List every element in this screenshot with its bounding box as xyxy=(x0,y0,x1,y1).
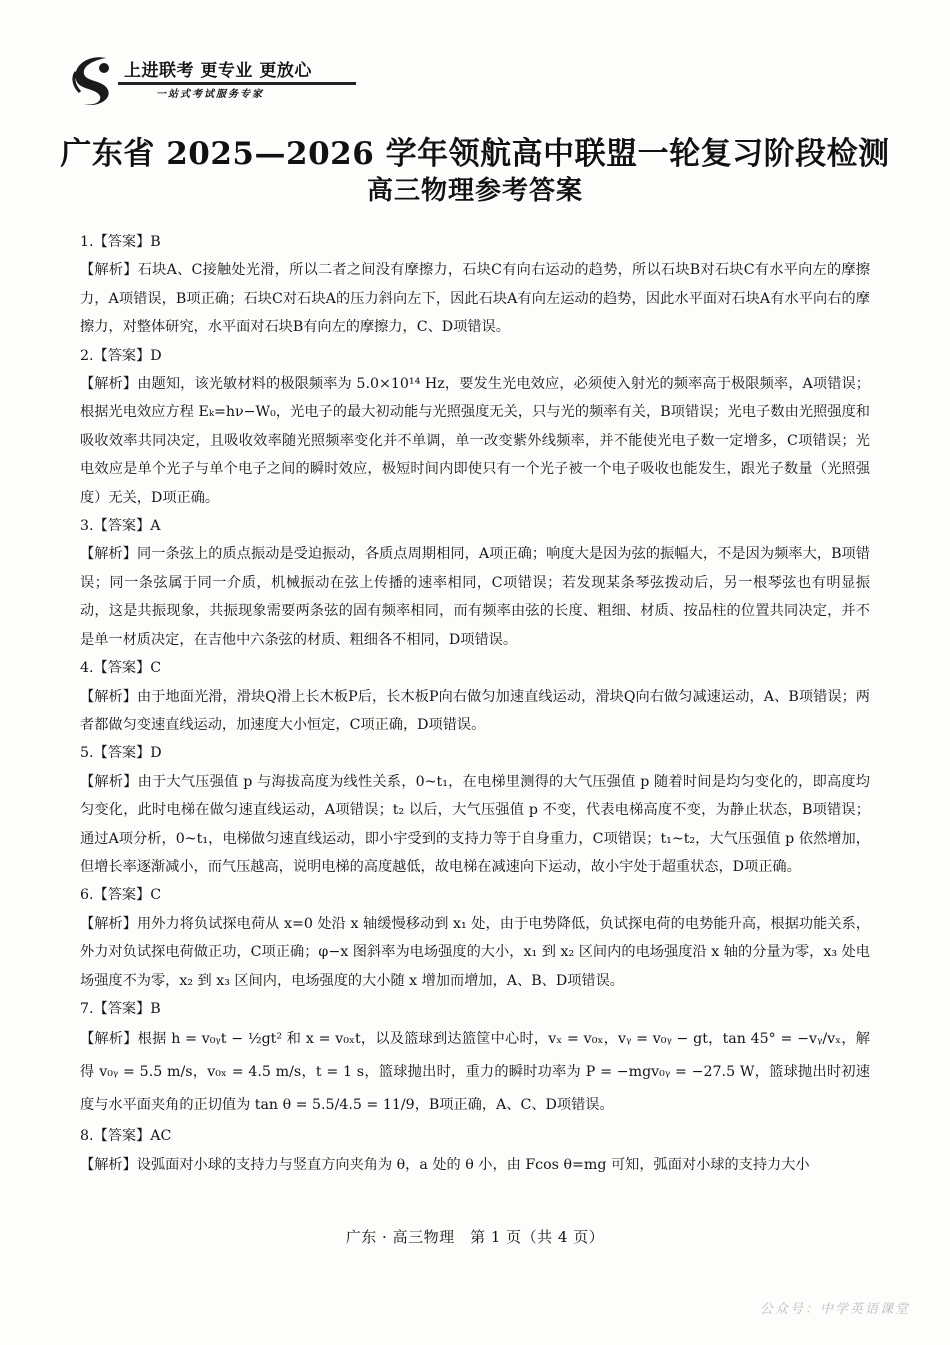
question-analysis: 【解析】由于大气压强值 p 与海拔高度为线性关系，0~t₁，在电梯里测得的大气压强值 p 随着时间是均匀变化的，即高度均匀变化，此时电梯在做匀速直线运动，A项错误；t₂ 以后，大气压强值 p 不变，代表电梯高度不变，为静止状态，B项错误；通过A项分析，0~t₁，电梯做匀速直线运动，即小宇受到的支持力等于自身重力，C项错误；t₁~t₂，大气压强值 p 依然增加，但增长率逐渐减小，而气压越高，说明电梯的高度越低，故电梯在减速向下运动，故小宇处于超重状态，D项正确。 xyxy=(80,773,870,875)
question-block xyxy=(80,228,870,342)
question-analysis: 【解析】由于地面光滑，滑块Q滑上长木板P后，长木板P向右做匀加速直线运动，滑块Q向右做匀减速运动，A、B项错误；两者都做匀变速直线运动，加速度大小恒定，C项正确，D项错误。 xyxy=(80,688,870,733)
question-block xyxy=(80,654,870,739)
document-title: 广东省 2025—2026 学年领航高中联盟一轮复习阶段检测 xyxy=(60,136,890,172)
answer-content xyxy=(80,228,870,1179)
question-answer: 3.【答案】A xyxy=(80,518,161,535)
question-answer: 2.【答案】D xyxy=(80,347,162,364)
page-footer: 广东 · 高三物理 第 1 页（共 4 页） xyxy=(345,1228,605,1246)
brand-sub-slogan: 一站式考试服务专家 xyxy=(156,89,264,100)
question-answer: 7.【答案】B xyxy=(80,1000,161,1017)
question-answer: 5.【答案】D xyxy=(80,745,162,762)
question-block xyxy=(80,995,870,1122)
question-analysis: 【解析】设弧面对小球的支持力与竖直方向夹角为 θ，a 处的 θ 小，由 Fcos θ=mg 可知，弧面对小球的支持力大小 xyxy=(80,1156,810,1173)
header-branding xyxy=(66,50,366,110)
question-block xyxy=(80,342,870,512)
question-block xyxy=(80,739,870,881)
question-answer: 4.【答案】C xyxy=(80,660,162,677)
question-block xyxy=(80,881,870,995)
logo-icon xyxy=(66,52,118,106)
question-analysis: 【解析】由题知，该光敏材料的极限频率为 5.0×10¹⁴ Hz，要发生光电效应，必须使入射光的频率高于极限频率，A项错误；根据光电效应方程 Eₖ=hν−W₀，光电子的最大初动能与光照强度无关，只与光的频率有关，B项错误；光电子数由光照强度和吸收效率共同决定，且吸收效率随光照频率变化并不单调，单一改变紫外线频率，并不能使光电子数一定增多，C项错误；光电效应是单个光子与单个电子之间的瞬时效应，极短时间内即使只有一个光子被一个电子吸收也能发生，跟光子数量（光照强度）无关，D项正确。 xyxy=(80,376,870,506)
question-block xyxy=(80,1122,870,1179)
question-analysis: 【解析】根据 h = v₀ᵧt − ½gt² 和 x = v₀ₓt，以及篮球到达篮筐中心时，vₓ = v₀ₓ，vᵧ = v₀ᵧ − gt，tan 45° = −vᵧ/vₓ，解得 v₀ᵧ = 5.5 m/s，v₀ₓ = 4.5 m/s，t = 1 s，篮球抛出时，重力的瞬时功率为 P = −mgv₀ᵧ = −27.5 W，篮球抛出时初速度与水平面夹角的正切值为 tan θ = 5.5/4.5 = 11/9，B项正确，A、C、D项错误。 xyxy=(80,1031,870,1114)
document-subtitle: 高三物理参考答案 xyxy=(366,176,583,206)
question-answer: 1.【答案】B xyxy=(80,234,161,250)
question-analysis: 【解析】用外力将负试探电荷从 x=0 处沿 x 轴缓慢移动到 x₁ 处，由于电势降低，负试探电荷的电势能升高，根据功能关系，外力对负试探电荷做正功，C项正确；φ−x 图斜率为电场强度的大小，x₁ 到 x₂ 区间内的电场强度沿 x 轴的分量为零，x₃ 处电场强度不为零，x₂ 到 x₃ 区间内，电场强度的大小随 x 增加而增加，A、B、D项错误。 xyxy=(80,915,870,989)
question-answer: 6.【答案】C xyxy=(80,887,162,904)
question-analysis: 【解析】同一条弦上的质点振动是受迫振动，各质点周期相同，A项正确；响度大是因为弦的振幅大，不是因为频率大，B项错误；同一条弦属于同一介质，机械振动在弦上传播的速率相同，C项错误；若发现某条琴弦拨动后，另一根琴弦也有明显振动，这是共振现象，共振现象需要两条弦的固有频率相同，而有频率由弦的长度、粗细、材质、按品柱的位置共同决定，并不是单一材质决定，在吉他中六条弦的材质、粗细各不相同，D项错误。 xyxy=(80,546,870,648)
question-analysis: 【解析】石块A、C接触处光滑，所以二者之间没有摩擦力，石块C有向右运动的趋势，所以石块B对石块C有水平向左的摩擦力，A项错误，B项正确；石块C对石块A的压力斜向左下，因此石块A有向左运动的趋势，因此水平面对石块A有水平向右的摩擦力，对整体研究，水平面对石块B有向左的摩擦力，C、D项错误。 xyxy=(80,262,870,336)
question-answer: 8.【答案】AC xyxy=(80,1128,172,1145)
brand-slogan: 上进联考 更专业 更放心 xyxy=(124,61,312,81)
watermark: 公众号：中学英语课堂 xyxy=(759,1302,910,1317)
question-block xyxy=(80,512,870,654)
